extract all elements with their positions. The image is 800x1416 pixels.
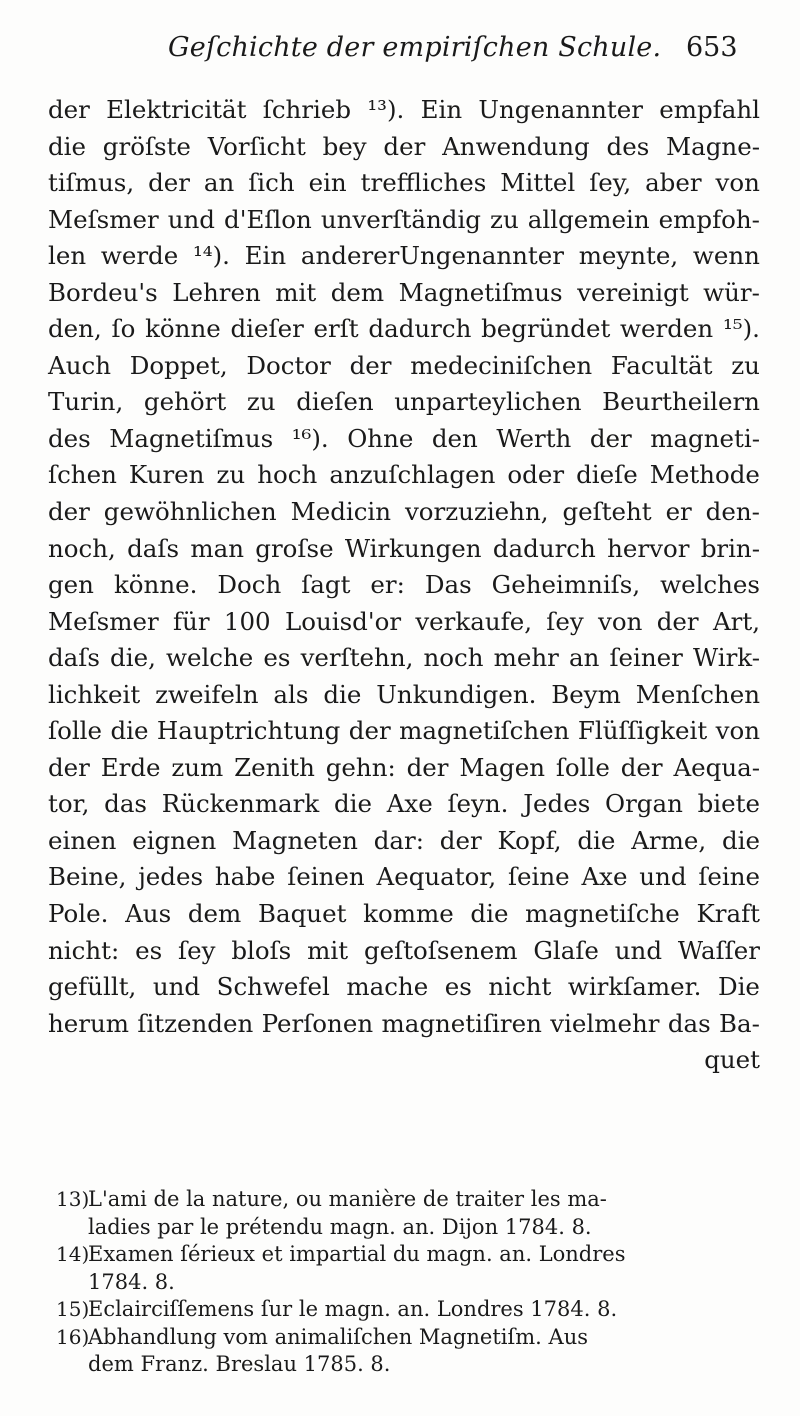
text-line (48, 713, 760, 750)
word: Ohne (347, 423, 414, 453)
word: Glaſe (533, 935, 599, 965)
word: wirkſamer. (567, 972, 702, 1002)
footnote-line (56, 1269, 762, 1297)
word: den, (48, 314, 102, 344)
word: Schwefel (216, 972, 330, 1002)
word: der (620, 752, 663, 782)
word: habe (214, 862, 276, 892)
word: könne. (113, 570, 198, 600)
word: brin- (700, 533, 760, 563)
text-line (48, 786, 760, 823)
word: den- (705, 497, 760, 527)
footnote-text: Abhandlung vom animaliſchen Magnetiſm. Aus (88, 1324, 588, 1349)
word: Methode (649, 460, 760, 490)
word: Das (424, 570, 472, 600)
word: die (48, 131, 87, 161)
text-line (48, 421, 760, 458)
word: Doctor (246, 350, 331, 380)
word: daſs (48, 643, 100, 673)
word: groſse (255, 533, 334, 563)
word: gehn: (325, 752, 396, 782)
running-title: Geſchichte der empiriſchen Schule. (168, 32, 662, 63)
footnote-line (56, 1296, 762, 1324)
word: zu (246, 387, 276, 417)
word: dieſe (576, 460, 638, 490)
word: treffliches (360, 168, 487, 198)
word: noch (423, 643, 484, 673)
word: Ein (244, 241, 287, 271)
footnote-text: L'ami de la nature, ou manière de traiter les ma- (88, 1187, 607, 1211)
word: Aequator, (376, 862, 497, 892)
page-number: 653 (686, 32, 738, 63)
word: der (48, 95, 90, 124)
word: Ba- (719, 1008, 760, 1038)
word: Axe (581, 862, 628, 892)
footnote-line (56, 1214, 762, 1242)
word: Unkundigen. (376, 679, 537, 709)
word: Vorſicht (207, 131, 306, 161)
word: Beine, (48, 862, 127, 892)
word: anzuſchlagen (329, 460, 496, 490)
word: nicht: (48, 935, 120, 965)
footnote-text: Examen ſérieux et impartial du magn. an. Londres (88, 1242, 626, 1266)
word: Lehren (172, 277, 261, 307)
word: die (333, 789, 372, 819)
word: ſeine (698, 862, 760, 892)
word: die (721, 825, 760, 855)
word: Perſonen (261, 1008, 374, 1038)
word: und (614, 935, 663, 965)
word: tor, (48, 789, 90, 819)
word: Die (717, 972, 760, 1002)
word: zweifeln (155, 679, 259, 709)
word: komme (363, 899, 454, 929)
word: magnetiſiren (381, 1008, 542, 1038)
word: eignen (132, 825, 217, 855)
word: ſolle (48, 716, 102, 746)
word: die (323, 679, 362, 709)
word: zum (171, 752, 224, 782)
word: der (383, 131, 426, 161)
word: geſteht (562, 497, 652, 527)
word: Waſſer (677, 935, 760, 965)
word: ein (308, 168, 347, 198)
footnote-text: Eclairciſſemens ſur le magn. an. Londres 1784. 8. (88, 1297, 618, 1321)
text-line (48, 384, 760, 421)
word: ¹⁵). (722, 314, 760, 344)
word: dem (187, 899, 242, 929)
word: und (152, 972, 201, 1002)
word: meynte, (578, 241, 679, 271)
word: vereinigt (577, 277, 689, 307)
word: ¹³). (367, 95, 405, 124)
text-line (48, 348, 760, 385)
word: unparteylichen (394, 387, 582, 417)
text-line (48, 202, 760, 239)
word: dar: (373, 825, 424, 855)
word: lichkeit (48, 679, 141, 709)
word: tiſmus, (48, 168, 135, 198)
word: herum (48, 1008, 130, 1038)
word: ſeyn. (447, 789, 509, 819)
word: magnetiſchen (399, 716, 570, 746)
text-line (48, 859, 760, 896)
word: bloſs (231, 935, 292, 965)
word: mache (346, 972, 429, 1002)
word: Baquet (258, 899, 347, 929)
text-line (48, 567, 760, 604)
word: Doppet, (129, 350, 228, 380)
word: Elektricität (106, 95, 247, 124)
word: wür- (703, 277, 760, 307)
footnote-number: 13) (56, 1187, 90, 1211)
word: ſeinen (287, 862, 365, 892)
word: unverſtändig (320, 204, 481, 234)
word: der (348, 716, 391, 746)
footnote-number: 14) (56, 1242, 90, 1266)
word: vorzuziehn, (404, 497, 549, 527)
word: an (568, 643, 600, 673)
word: verſtehn, (300, 643, 414, 673)
word: empfahl (659, 95, 760, 124)
word: ſitzenden (137, 1008, 254, 1038)
word: andererUngenannter (300, 241, 564, 271)
word: erſt (313, 314, 359, 344)
word: ſchen (48, 460, 117, 490)
word: des (48, 423, 91, 453)
word: Doch (217, 570, 282, 600)
word: hervor (607, 533, 690, 563)
word: die (577, 825, 616, 855)
word: vielmehr (550, 1008, 660, 1038)
word: und (639, 862, 687, 892)
word: Magnetiſmus (398, 277, 563, 307)
word: es (444, 972, 472, 1002)
word: dadurch (492, 533, 596, 563)
word: der (349, 350, 392, 380)
word: medeciniſchen (410, 350, 593, 380)
word: er (665, 497, 692, 527)
word: dieſen (296, 387, 374, 417)
word: des (606, 131, 650, 161)
text-line (48, 129, 760, 166)
word: ſey (178, 935, 216, 965)
footnote-text: ladies par le prétendu magn. an. Dijon 1784. 8. (88, 1214, 592, 1239)
word: könne (145, 314, 221, 344)
word: der (48, 752, 90, 782)
text-line: quet (704, 1045, 760, 1075)
word: Magnetiſmus (109, 423, 274, 453)
word: Medicin (290, 497, 392, 527)
word: werde (100, 241, 179, 271)
word: Meſsmer (48, 606, 159, 636)
word: magnetiſche (525, 899, 680, 929)
main-text (48, 92, 760, 1079)
word: ¹⁴). (192, 241, 230, 271)
word: Bordeu's (48, 277, 158, 307)
word: gewöhnlichen (103, 497, 277, 527)
text-line (48, 238, 760, 275)
word: werden (620, 314, 714, 344)
word: an (203, 168, 235, 198)
word: einen (48, 825, 117, 855)
word: die (470, 899, 509, 929)
word: ſey (546, 606, 584, 636)
word: Art, (712, 606, 760, 636)
word: Beurtheilern (602, 387, 760, 417)
word: Ein (420, 95, 463, 124)
text-line (48, 969, 760, 1006)
word: Ungenannter (478, 95, 643, 124)
footnote-line (56, 1324, 762, 1352)
word: Kopf, (497, 825, 562, 855)
word: oder (507, 460, 565, 490)
word: ſeiner (609, 643, 683, 673)
word: als (273, 679, 309, 709)
word: ſo (111, 314, 136, 344)
word: Meſsmer (48, 204, 159, 234)
word: zu (490, 204, 519, 234)
word: Turin, (48, 387, 124, 417)
word: verkaufe, (415, 606, 532, 636)
word: Mittel (500, 168, 576, 198)
word: dem (330, 277, 385, 307)
word: das (667, 1008, 711, 1038)
footnote-number: 16) (56, 1324, 90, 1349)
word: von (715, 716, 760, 746)
word: Flüſſigkeit (577, 716, 708, 746)
word: Wirk- (693, 643, 760, 673)
text-line (48, 165, 760, 202)
footnote-number: 15) (56, 1297, 90, 1321)
text-line (48, 750, 760, 787)
word: Geheimniſs, (491, 570, 641, 600)
word: das (104, 789, 148, 819)
word: nicht (488, 972, 552, 1002)
word: Aus (125, 899, 172, 929)
word: man (190, 533, 244, 563)
word: Organ (605, 789, 683, 819)
word: Louisd'or (284, 606, 402, 636)
word: Werth (496, 423, 572, 453)
word: Arme, (631, 825, 707, 855)
word: und (167, 204, 215, 234)
word: Axe (386, 789, 433, 819)
footnote-text: dem Franz. Breslau 1785. 8. (88, 1352, 391, 1376)
word: geſtoſsenem (363, 935, 518, 965)
text-line (48, 457, 760, 494)
word: dieſer (230, 314, 304, 344)
word: d'Eſlon (224, 204, 312, 234)
word: ſey, (589, 168, 632, 198)
word: der (656, 606, 699, 636)
footnote-line (56, 1186, 762, 1214)
word: für (172, 606, 210, 636)
word: daſs (127, 533, 180, 563)
word: der (48, 497, 90, 527)
word: jedes (138, 862, 204, 892)
word: 100 (223, 606, 271, 636)
text-line (48, 494, 760, 531)
text-line (48, 275, 760, 312)
word: noch, (48, 533, 116, 563)
text-line (48, 896, 760, 933)
word: der (148, 168, 190, 198)
word: Hauptrichtung (156, 716, 341, 746)
word: Facultät (610, 350, 713, 380)
word: zu (216, 460, 246, 490)
word: Kuren (128, 460, 205, 490)
word: Anwendung (442, 131, 590, 161)
word: ſolle (555, 752, 610, 782)
word: gehört (143, 387, 227, 417)
word: ſchrieb (262, 95, 352, 124)
text-line (48, 92, 760, 129)
text-line (48, 640, 760, 677)
word: empfoh- (658, 204, 760, 234)
word: hoch (257, 460, 318, 490)
word: gen (48, 570, 94, 600)
word: der (406, 752, 449, 782)
word: Rückenmark (161, 789, 320, 819)
footnote-line (56, 1351, 762, 1379)
word: er: (370, 570, 405, 600)
footnote-text: 1784. 8. (88, 1269, 175, 1294)
footnotes (56, 1186, 762, 1379)
text-line (48, 933, 760, 970)
word: die, (110, 643, 156, 673)
word: mehr (493, 643, 559, 673)
word: Zenith (234, 752, 315, 782)
word: Pole. (48, 899, 109, 929)
text-line (48, 823, 760, 860)
word: es (263, 643, 291, 673)
text-line (48, 604, 760, 641)
word: von (715, 168, 760, 198)
word: den (431, 423, 478, 453)
word: Beym (551, 679, 621, 709)
word: Wirkungen (344, 533, 482, 563)
word: Kraft (696, 899, 760, 929)
word: der (439, 825, 482, 855)
word: Auch (48, 350, 111, 380)
word: ſagt (301, 570, 351, 600)
word: gröſste (102, 131, 191, 161)
word: ſich (248, 168, 295, 198)
word: ſeine (507, 862, 570, 892)
word: welches (660, 570, 760, 600)
text-line (48, 677, 760, 714)
word: von (598, 606, 643, 636)
word: mit (307, 935, 349, 965)
word: ¹⁶). (291, 423, 329, 453)
word: Magne- (666, 131, 760, 161)
word: welche (165, 643, 254, 673)
word: wenn (692, 241, 760, 271)
word: gefüllt, (48, 972, 137, 1002)
word: Jedes (523, 789, 591, 819)
word: mit (275, 277, 317, 307)
word: begründet (481, 314, 611, 344)
text-line (48, 531, 760, 568)
word: Magneten (232, 825, 358, 855)
word: allgemein (527, 204, 650, 234)
word: magneti- (650, 423, 760, 453)
word: Erde (100, 752, 161, 782)
text-line (48, 1006, 760, 1043)
word: die (110, 716, 149, 746)
footnote-line (56, 1241, 762, 1269)
word: dadurch (368, 314, 472, 344)
word: bey (322, 131, 367, 161)
word: zu (731, 350, 760, 380)
word: Magen (459, 752, 545, 782)
word: len (48, 241, 87, 271)
word: biete (697, 789, 760, 819)
word: der (589, 423, 632, 453)
page-header (0, 30, 800, 74)
word: Aequa- (673, 752, 760, 782)
word: Menſchen (635, 679, 760, 709)
word: aber (645, 168, 702, 198)
word: es (135, 935, 163, 965)
text-line (48, 311, 760, 348)
